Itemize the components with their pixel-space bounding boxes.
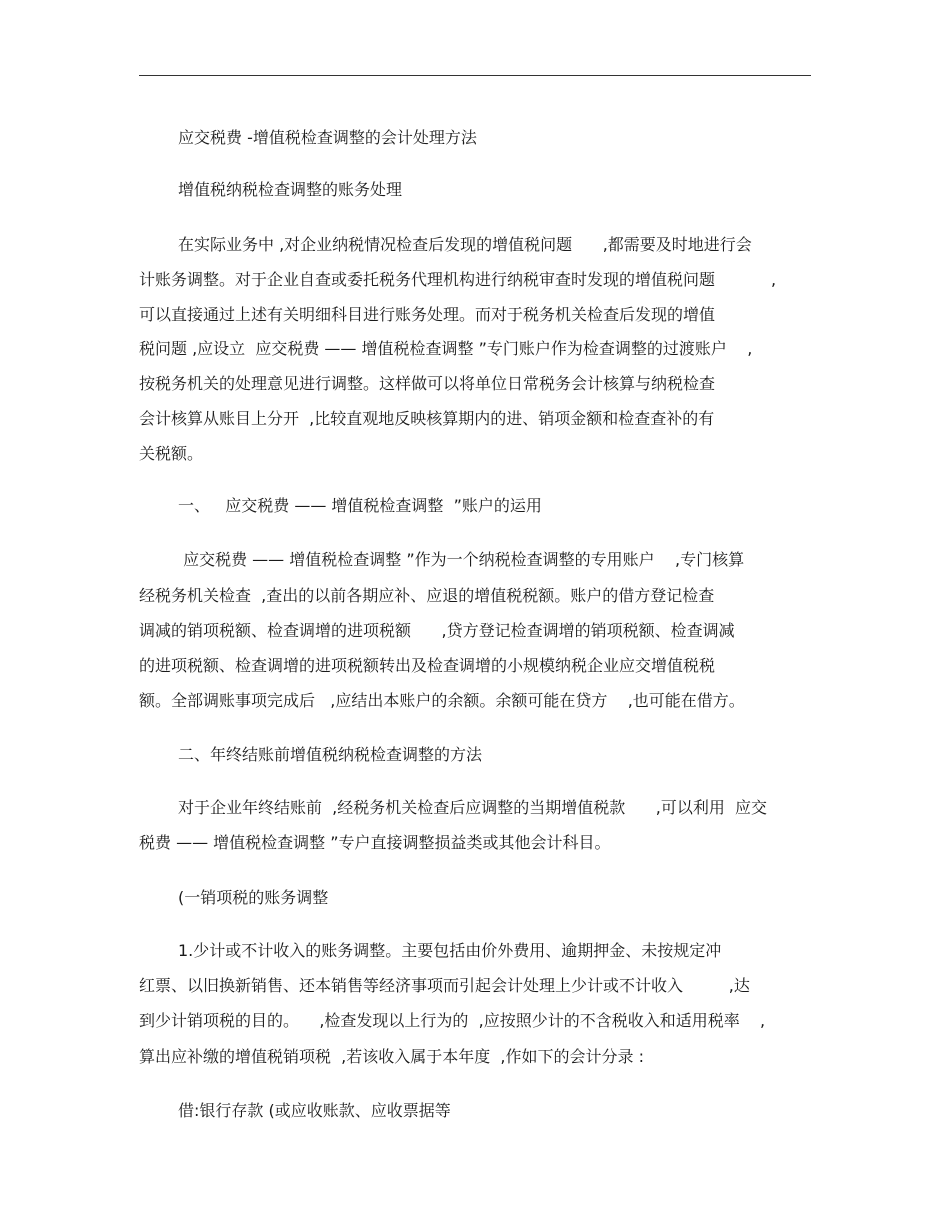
paragraph-line: 1.少计或不计收入的账务调整。主要包括由价外费用、逾期押金、未按规定冲: [178, 941, 722, 960]
paragraph-line: 按税务机关的处理意见进行调整。这样做可以将单位日常税务会计核算与纳税检查: [139, 374, 716, 393]
paragraph-line: 到少计销项税的目的。 ,检查发现以上行为的 ,应按照少计的不含税收入和适用税率 ,: [139, 1011, 766, 1030]
header-rule: [139, 75, 811, 76]
paragraph-line: 调减的销项税额、检查调增的进项税额 ,贷方登记检查调增的销项税额、检查调减: [139, 621, 735, 640]
section-heading: 一、 应交税费 —— 增值税检查调整 ”账户的运用: [178, 496, 542, 515]
paragraph-line: 经税务机关检查 ,查出的以前各期应补、应退的增值税税额。账户的借方登记检查: [139, 586, 715, 605]
paragraph-line: 应交税费 —— 增值税检查调整 ”作为一个纳税检查调整的专用账户 ,专门核算: [178, 550, 745, 569]
paragraph-line: 会计核算从账目上分开 ,比较直观地反映核算期内的进、销项金额和检查查补的有: [139, 409, 715, 428]
paragraph-line: 的进项税额、检查调增的进项税额转出及检查调增的小规模纳税企业应交增值税税: [139, 656, 716, 675]
paragraph-line: 关税额。: [139, 444, 204, 463]
paragraph-line: 对于企业年终结账前 ,经税务机关检查后应调整的当期增值税款 ,可以利用 应交: [178, 798, 768, 817]
paragraph-line: 算出应补缴的增值税销项税 ,若该收入属于本年度 ,作如下的会计分录 :: [139, 1047, 644, 1066]
section-heading: 二、年终结账前增值税纳税检查调整的方法: [178, 745, 483, 764]
paragraph-line: 税费 —— 增值税检查调整 ”专户直接调整损益类或其他会计科目。: [139, 833, 611, 852]
paragraph-line: 税问题 ,应设立 应交税费 —— 增值税检查调整 ”专门账户作为检查调整的过渡账户 ,: [139, 339, 753, 358]
subsection-heading: (一销项税的账务调整: [178, 888, 329, 907]
paragraph-line: 计账务调整。对于企业自查或委托税务代理机构进行纳税审查时发现的增值税问题 ,: [139, 270, 777, 289]
paragraph-line: 额。全部调账事项完成后 ,应结出本账户的余额。余额可能在贷方 ,也可能在借方。: [139, 691, 745, 710]
paragraph-line: 在实际业务中 ,对企业纳税情况检查后发现的增值税问题 ,都需要及时地进行会: [178, 235, 752, 254]
document-title: 应交税费 -增值税检查调整的会计处理方法: [178, 128, 477, 147]
section-heading: 增值税纳税检查调整的账务处理: [178, 180, 403, 199]
paragraph-line: 红票、以旧换新销售、还本销售等经济事项而引起会计处理上少计或不计收入 ,达: [139, 976, 750, 995]
paragraph-line: 可以直接通过上述有关明细科目进行账务处理。而对于税务机关检查后发现的增值: [139, 305, 716, 324]
journal-entry-line: 借:银行存款 (或应收账款、应收票据等: [178, 1101, 451, 1120]
